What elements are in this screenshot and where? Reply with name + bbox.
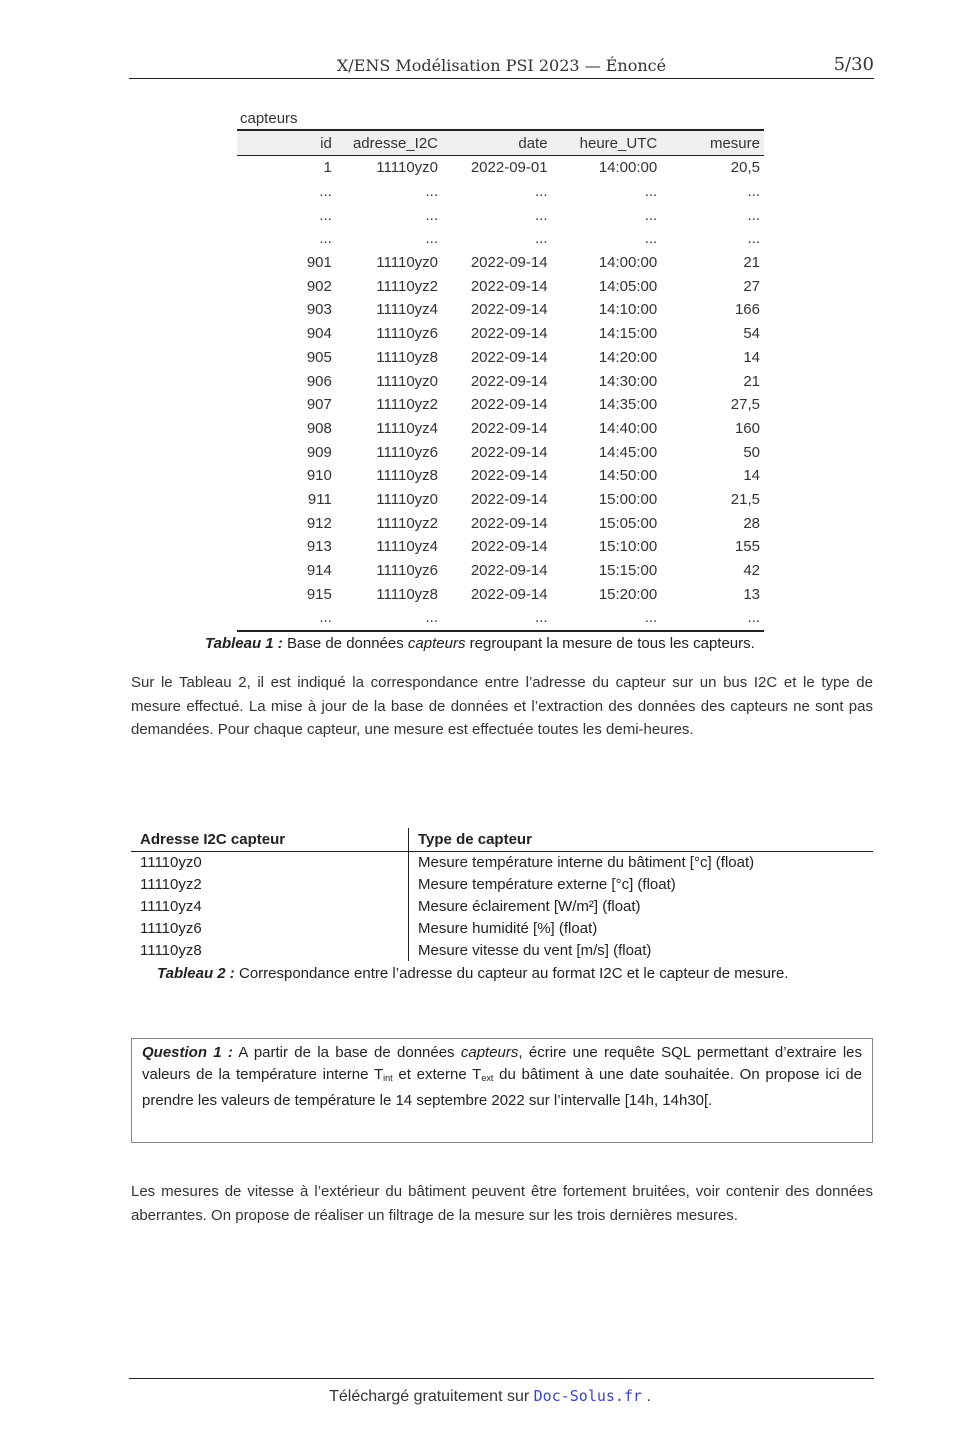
- footer-suffix: .: [642, 1388, 651, 1405]
- footer-text: Téléchargé gratuitement sur: [329, 1388, 534, 1405]
- table2-header-address: Adresse I2C capteur: [131, 828, 409, 852]
- table1-cell-mesure: 42: [743, 562, 760, 580]
- table1-cell-mesure: 27: [743, 277, 760, 295]
- table2-caption-label: Tableau 2 :: [157, 965, 235, 982]
- table1-cell-date: 2022-09-14: [470, 372, 548, 390]
- table1-cell-heure-utc: 14:10:00: [598, 301, 658, 319]
- table-row: [237, 203, 764, 227]
- question-1-text-4: du bâtiment à une date souhaitée. On propose ici de prendre les valeurs de température le 14 septembre 2022 sur l’intervalle [14h, 14h30[.: [142, 1065, 862, 1109]
- table1-cell-mesure: 21,5: [730, 490, 760, 508]
- table1-cell-adresse-i2c: 11110yz0: [376, 159, 439, 177]
- table-row: [131, 896, 873, 918]
- table2-cell-type: Mesure humidité [%] (float): [418, 919, 598, 937]
- table1-cell-adresse-i2c: ...: [425, 183, 439, 201]
- question-1-text-1: A partir de la base de données: [232, 1044, 461, 1061]
- table2-header-type: Type de capteur: [409, 828, 874, 852]
- table1-cell-id: ...: [319, 230, 332, 248]
- table1-cell-adresse-i2c: 11110yz2: [376, 396, 439, 414]
- table2-caption-text: Correspondance entre l’adresse du capteur au format I2C et le capteur de mesure.: [234, 965, 789, 982]
- table1-cell-date: ...: [535, 206, 548, 224]
- table1-cell-date: 2022-09-14: [470, 443, 548, 461]
- table1-cell-mesure: ...: [747, 183, 760, 201]
- table1-caption: [205, 635, 755, 652]
- table2-cell-address: 11110yz8: [131, 939, 409, 961]
- table2-cell-type: Mesure température interne du bâtiment [°c] (float): [409, 852, 874, 874]
- table1-cell-date: 2022-09-14: [470, 277, 548, 295]
- table1-cell-adresse-i2c: 11110yz0: [376, 254, 439, 272]
- table1-cell-heure-utc: 14:00:00: [598, 254, 658, 272]
- table1-header-heure: heure_UTC: [552, 130, 662, 156]
- table1-cell-mesure: 160: [734, 419, 760, 437]
- table1-cell-id: 904: [306, 325, 332, 343]
- sensor-type-table: [131, 828, 873, 961]
- table1-cell-mesure: 54: [743, 325, 760, 343]
- table1-cell-adresse-i2c: 11110yz4: [376, 419, 439, 437]
- table1-cell-heure-utc: 14:15:00: [598, 325, 658, 343]
- table2-cell-type: Mesure température externe [°c] (float): [418, 876, 676, 894]
- table1-cell-adresse-i2c: 11110yz8: [376, 467, 439, 485]
- table1-cell-mesure: 14: [743, 348, 760, 366]
- table1-cell-date: 2022-09-14: [470, 514, 548, 532]
- table1-cell-adresse-i2c: 11110yz8: [376, 585, 439, 603]
- table-row: [237, 322, 764, 346]
- table1-cell-mesure: ...: [661, 606, 764, 631]
- table1-cell-date: 2022-09-14: [470, 396, 548, 414]
- table1-cell-heure-utc: 15:15:00: [598, 562, 658, 580]
- table1-cell-date: ...: [535, 183, 548, 201]
- table1-cell-date: 2022-09-14: [470, 325, 548, 343]
- table1-cell-adresse-i2c: 11110yz0: [376, 372, 439, 390]
- table1-cell-mesure: 21: [743, 372, 760, 390]
- table1-cell-id: 901: [306, 254, 332, 272]
- table1-cell-id: 907: [306, 396, 332, 414]
- table1-cell-heure-utc: 15:10:00: [598, 538, 658, 556]
- table1-cell-id: 1: [323, 159, 332, 177]
- page-footer: [0, 1387, 980, 1406]
- table1-cell-date: ...: [442, 606, 552, 631]
- table-row: [237, 511, 764, 535]
- table1-cell-id: 915: [306, 585, 332, 603]
- table1-cell-id: ...: [319, 206, 332, 224]
- table1-cell-adresse-i2c: 11110yz6: [376, 443, 439, 461]
- table1-cell-mesure: 166: [734, 301, 760, 319]
- table-row: [237, 440, 764, 464]
- table1-cell-adresse-i2c: 11110yz6: [376, 325, 439, 343]
- table1-cell-mesure: 13: [743, 585, 760, 603]
- table1-cell-date: 2022-09-14: [470, 348, 548, 366]
- table2-body: [131, 852, 873, 961]
- table-row: [237, 156, 764, 180]
- table2-cell-address: 11110yz4: [131, 896, 409, 918]
- table2-cell-address: 11110yz0: [131, 852, 409, 874]
- table1-cell-mesure: 27,5: [730, 396, 760, 414]
- table-row: [237, 346, 764, 370]
- table1-cell-id: 909: [306, 443, 332, 461]
- footer-rule: [129, 1378, 874, 1379]
- table1-cell-mesure: ...: [747, 206, 760, 224]
- table1-cell-date: 2022-09-14: [470, 254, 548, 272]
- question-1-label: Question 1 :: [142, 1044, 233, 1061]
- table1-cell-date: 2022-09-14: [470, 562, 548, 580]
- table2-cell-type: Mesure vitesse du vent [m/s] (float): [418, 941, 652, 959]
- table1-cell-adresse-i2c: ...: [336, 606, 442, 631]
- table1-cell-heure-utc: 15:05:00: [598, 514, 658, 532]
- paragraph-1: Sur le Tableau 2, il est indiqué la correspondance entre l’adresse du capteur sur un bus I2C et le type de mesure effectué. La mise à jour de la base de données et l’extraction des données des capteurs ne sont pas demandées. Pour chaque capteur, une mesure est effectuée toutes les demi-heures.: [131, 674, 873, 738]
- table-row: [131, 852, 873, 874]
- table1-cell-heure-utc: ...: [644, 206, 658, 224]
- table1-body: [237, 156, 764, 631]
- page-number: 5/30: [833, 54, 874, 75]
- table-row: [237, 535, 764, 559]
- table-row: [131, 874, 873, 896]
- table1-cell-heure-utc: 14:40:00: [598, 419, 658, 437]
- table-row: [237, 417, 764, 441]
- table1-cell-heure-utc: 14:35:00: [598, 396, 658, 414]
- table-row: [237, 393, 764, 417]
- table1-cell-date: 2022-09-14: [470, 419, 548, 437]
- table1-header-id: id: [237, 130, 336, 156]
- table2-cell-address: 11110yz6: [131, 917, 409, 939]
- question-1-text-2: , écrire une requête SQL permettant d’extraire les valeurs de la température interne T: [142, 1044, 863, 1083]
- table1-caption-text-b: regroupant la mesure de tous les capteurs.: [465, 635, 755, 652]
- table-row: [237, 180, 764, 204]
- table1-cell-heure-utc: 14:05:00: [598, 277, 658, 295]
- table2-caption: [157, 965, 788, 982]
- table1-cell-mesure: 14: [743, 467, 760, 485]
- table1-cell-heure-utc: 14:45:00: [598, 443, 658, 461]
- table1-cell-heure-utc: 14:50:00: [598, 467, 658, 485]
- table1-cell-id: ...: [237, 606, 336, 631]
- table1-cell-id: 902: [306, 277, 332, 295]
- table1-cell-adresse-i2c: 11110yz0: [376, 490, 439, 508]
- t-ext-subscript: ext: [481, 1072, 494, 1083]
- t-int-subscript: int: [383, 1072, 393, 1083]
- table1-cell-id: 911: [307, 490, 332, 508]
- table1-cell-id: ...: [319, 183, 332, 201]
- table1-cell-adresse-i2c: 11110yz4: [376, 301, 439, 319]
- table1-cell-date: 2022-09-14: [470, 538, 548, 556]
- table1-cell-heure-utc: 15:20:00: [598, 585, 658, 603]
- table1-caption-emphasis: capteurs: [407, 635, 466, 652]
- table1-cell-heure-utc: 14:00:00: [598, 159, 658, 177]
- table1-cell-id: 914: [306, 562, 332, 580]
- table-row: [131, 917, 873, 939]
- table-row: [131, 939, 873, 961]
- table1-cell-heure-utc: ...: [644, 183, 658, 201]
- table1-cell-date: 2022-09-14: [470, 467, 548, 485]
- table1-cell-adresse-i2c: 11110yz6: [376, 562, 439, 580]
- table2-cell-type: Mesure éclairement [W/m²] (float): [418, 897, 641, 915]
- table-row: [237, 559, 764, 583]
- table1-cell-adresse-i2c: ...: [425, 230, 439, 248]
- table1-cell-mesure: 21: [743, 254, 760, 272]
- question-1-emphasis: capteurs: [460, 1044, 519, 1061]
- table1-cell-mesure: ...: [747, 230, 760, 248]
- table-row: [237, 606, 764, 631]
- table1-cell-date: 2022-09-14: [470, 490, 548, 508]
- table1-cell-date: ...: [535, 230, 548, 248]
- table1-cell-adresse-i2c: 11110yz2: [376, 277, 439, 295]
- table1-cell-id: 906: [306, 372, 332, 390]
- table-row: [237, 227, 764, 251]
- page-header: [129, 52, 874, 79]
- question-1-text-3: et externe T: [392, 1065, 482, 1083]
- table1-cell-id: 910: [306, 467, 332, 485]
- table1-caption-label: Tableau 1 :: [205, 635, 283, 652]
- table1-cell-mesure: 50: [743, 443, 760, 461]
- table-row: [237, 274, 764, 298]
- capteurs-table: [237, 129, 764, 632]
- table-row: [237, 488, 764, 512]
- table1-cell-id: 912: [306, 514, 332, 532]
- table1-cell-date: 2022-09-01: [470, 159, 548, 177]
- table2-cell-address: 11110yz2: [131, 874, 409, 896]
- table1-cell-id: 913: [306, 538, 332, 556]
- table1-cell-heure-utc: 14:30:00: [598, 372, 658, 390]
- header-title: X/ENS Modélisation PSI 2023 — Énoncé: [336, 56, 667, 75]
- table1-cell-heure-utc: ...: [644, 230, 658, 248]
- table1-cell-heure-utc: 14:20:00: [598, 348, 658, 366]
- table1-name: capteurs: [240, 110, 298, 127]
- table1-cell-id: 903: [306, 301, 332, 319]
- table1-cell-mesure: 28: [743, 514, 760, 532]
- table1-cell-mesure: 155: [734, 538, 760, 556]
- paragraph-2: Les mesures de vitesse à l’extérieur du bâtiment peuvent être fortement bruitées, voir contenir des données aberrantes. On propose de réaliser un filtrage de la mesure sur les trois dernières mesures.: [131, 1183, 873, 1224]
- table1-header-row: [237, 130, 764, 156]
- table-row: [237, 298, 764, 322]
- table1-cell-adresse-i2c: 11110yz4: [376, 538, 439, 556]
- table1-caption-text-a: Base de données: [282, 635, 408, 652]
- table1-cell-heure-utc: ...: [552, 606, 662, 631]
- question-1-box: [131, 1038, 873, 1143]
- table1-cell-date: 2022-09-14: [470, 301, 548, 319]
- table-row: [237, 369, 764, 393]
- table-row: [237, 582, 764, 606]
- table1-cell-adresse-i2c: 11110yz8: [376, 348, 439, 366]
- table1-header-date: date: [442, 130, 552, 156]
- table-row: [237, 251, 764, 275]
- table1-cell-date: 2022-09-14: [470, 585, 548, 603]
- table1-cell-id: 905: [306, 348, 332, 366]
- table1-header-mesure: mesure: [661, 130, 764, 156]
- table1-cell-mesure: 20,5: [730, 159, 760, 177]
- table1-cell-heure-utc: 15:00:00: [598, 490, 658, 508]
- table-row: [237, 464, 764, 488]
- footer-link[interactable]: Doc-Solus.fr: [533, 1387, 643, 1405]
- table1-cell-id: 908: [306, 419, 332, 437]
- table1-cell-adresse-i2c: ...: [425, 206, 439, 224]
- table1-header-adresse: adresse_I2C: [336, 130, 442, 156]
- table2-header-row: [131, 828, 873, 852]
- table1-cell-adresse-i2c: 11110yz2: [376, 514, 439, 532]
